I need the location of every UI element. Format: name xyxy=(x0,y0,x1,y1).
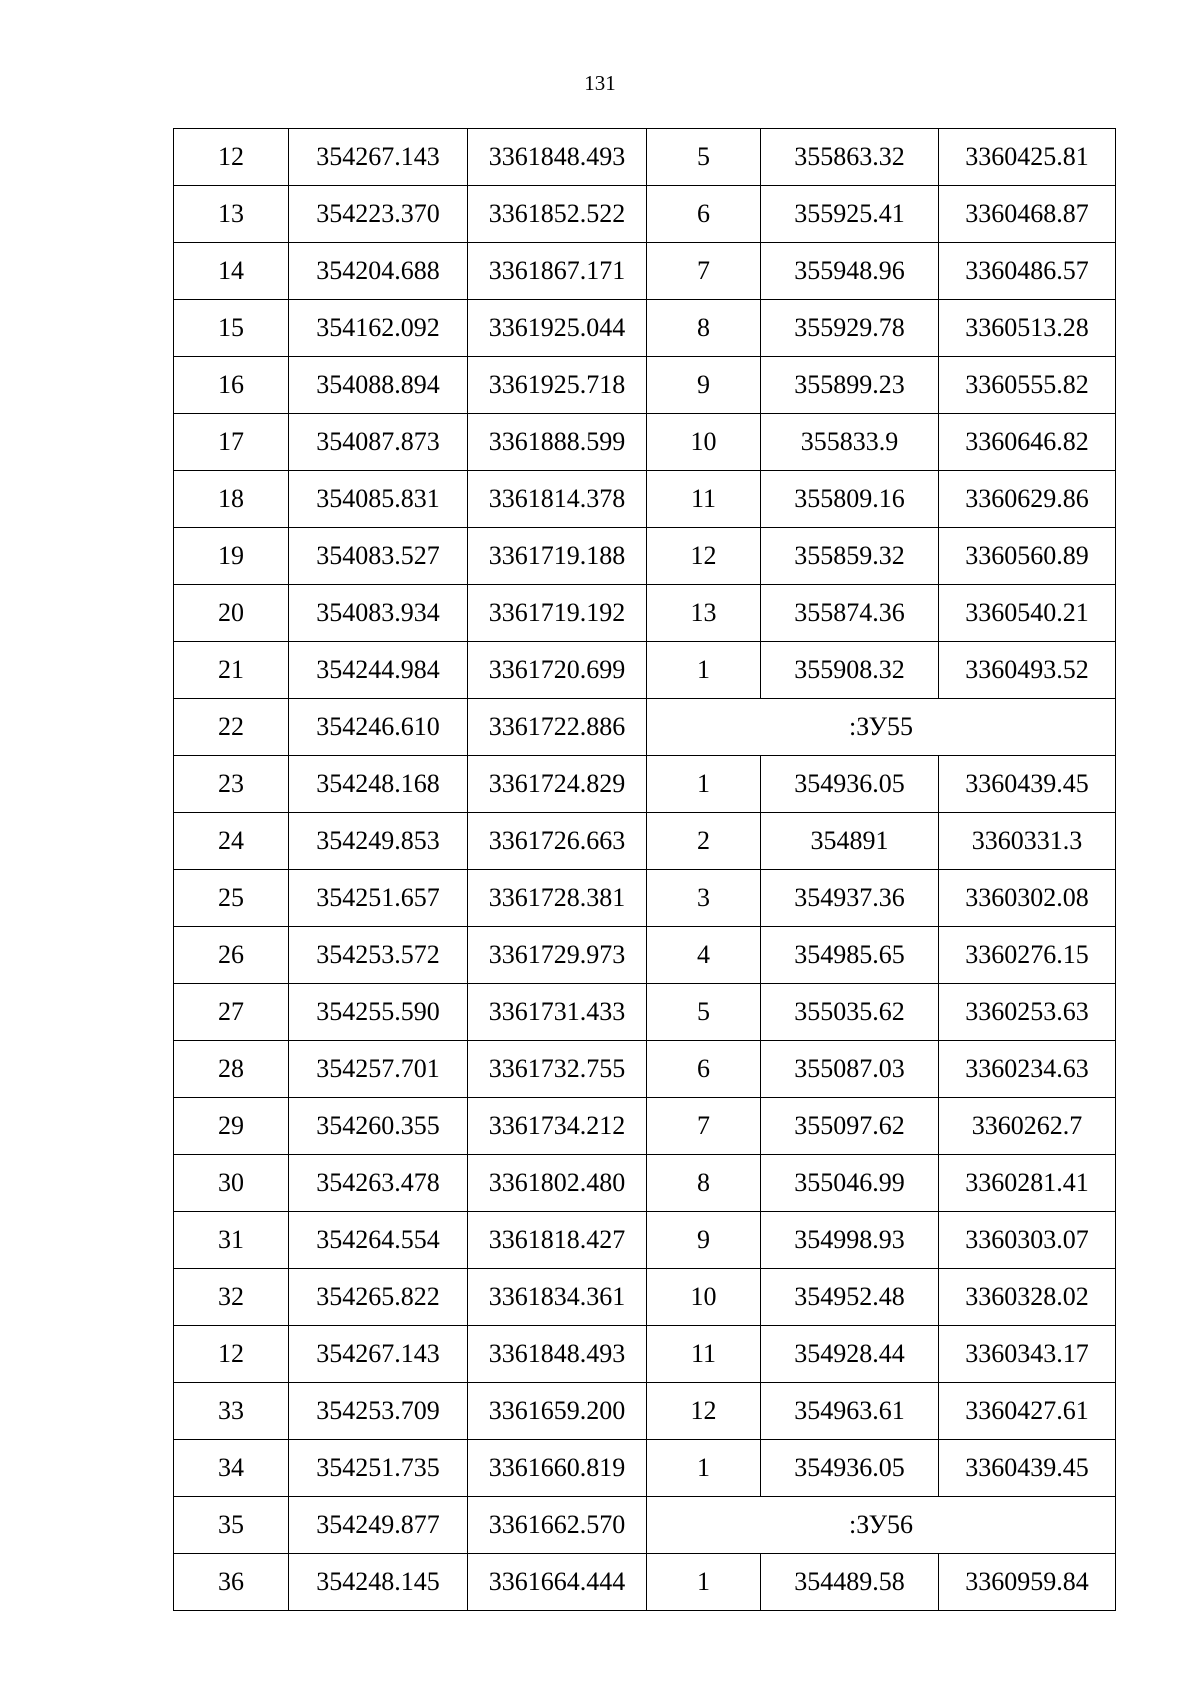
x-coordinate-cell: 355046.99 xyxy=(761,1155,939,1212)
x-coordinate-cell: 355809.16 xyxy=(761,471,939,528)
point-number-cell: 31 xyxy=(174,1212,289,1269)
x-coordinate-cell: 354255.590 xyxy=(289,984,468,1041)
x-coordinate-cell: 355899.23 xyxy=(761,357,939,414)
point-number-cell: 17 xyxy=(174,414,289,471)
x-coordinate-cell: 354936.05 xyxy=(761,756,939,813)
point-number-cell: 20 xyxy=(174,585,289,642)
x-coordinate-cell: 354248.168 xyxy=(289,756,468,813)
x-coordinate-cell: 354088.894 xyxy=(289,357,468,414)
table-row xyxy=(174,186,1116,243)
x-coordinate-cell: 354253.709 xyxy=(289,1383,468,1440)
point-number-cell: 23 xyxy=(174,756,289,813)
point-number-cell: 6 xyxy=(647,1041,761,1098)
y-coordinate-cell: 3360646.82 xyxy=(939,414,1116,471)
table-row xyxy=(174,300,1116,357)
table-row xyxy=(174,1098,1116,1155)
x-coordinate-cell: 354264.554 xyxy=(289,1212,468,1269)
table-row xyxy=(174,1326,1116,1383)
point-number-cell: 10 xyxy=(647,414,761,471)
x-coordinate-cell: 355035.62 xyxy=(761,984,939,1041)
y-coordinate-cell: 3361867.171 xyxy=(468,243,647,300)
x-coordinate-cell: 355087.03 xyxy=(761,1041,939,1098)
table-row xyxy=(174,471,1116,528)
point-number-cell: 36 xyxy=(174,1554,289,1611)
y-coordinate-cell: 3361818.427 xyxy=(468,1212,647,1269)
table-row xyxy=(174,414,1116,471)
point-number-cell: 5 xyxy=(647,129,761,186)
x-coordinate-cell: 354204.688 xyxy=(289,243,468,300)
point-number-cell: 22 xyxy=(174,699,289,756)
coordinates-table-body xyxy=(174,129,1116,1611)
y-coordinate-cell: 3360439.45 xyxy=(939,1440,1116,1497)
point-number-cell: 8 xyxy=(647,300,761,357)
y-coordinate-cell: 3361726.663 xyxy=(468,813,647,870)
y-coordinate-cell: 3360276.15 xyxy=(939,927,1116,984)
point-number-cell: 5 xyxy=(647,984,761,1041)
x-coordinate-cell: 354985.65 xyxy=(761,927,939,984)
y-coordinate-cell: 3360343.17 xyxy=(939,1326,1116,1383)
x-coordinate-cell: 354891 xyxy=(761,813,939,870)
y-coordinate-cell: 3361662.570 xyxy=(468,1497,647,1554)
point-number-cell: 2 xyxy=(647,813,761,870)
point-number-cell: 13 xyxy=(174,186,289,243)
x-coordinate-cell: 354251.735 xyxy=(289,1440,468,1497)
y-coordinate-cell: 3361731.433 xyxy=(468,984,647,1041)
y-coordinate-cell: 3361724.829 xyxy=(468,756,647,813)
table-row xyxy=(174,1383,1116,1440)
x-coordinate-cell: 354952.48 xyxy=(761,1269,939,1326)
y-coordinate-cell: 3360427.61 xyxy=(939,1383,1116,1440)
x-coordinate-cell: 354249.853 xyxy=(289,813,468,870)
y-coordinate-cell: 3361728.381 xyxy=(468,870,647,927)
table-row xyxy=(174,1554,1116,1611)
y-coordinate-cell: 3361729.973 xyxy=(468,927,647,984)
x-coordinate-cell: 354083.934 xyxy=(289,585,468,642)
y-coordinate-cell: 3360253.63 xyxy=(939,984,1116,1041)
y-coordinate-cell: 3360555.82 xyxy=(939,357,1116,414)
x-coordinate-cell: 354085.831 xyxy=(289,471,468,528)
table-row xyxy=(174,756,1116,813)
point-number-cell: 30 xyxy=(174,1155,289,1212)
table-row xyxy=(174,243,1116,300)
table-row xyxy=(174,1212,1116,1269)
point-number-cell: 6 xyxy=(647,186,761,243)
point-number-cell: 1 xyxy=(647,756,761,813)
x-coordinate-cell: 355874.36 xyxy=(761,585,939,642)
x-coordinate-cell: 354083.527 xyxy=(289,528,468,585)
point-number-cell: 12 xyxy=(174,1326,289,1383)
y-coordinate-cell: 3361732.755 xyxy=(468,1041,647,1098)
point-number-cell: 11 xyxy=(647,1326,761,1383)
x-coordinate-cell: 354244.984 xyxy=(289,642,468,699)
x-coordinate-cell: 355929.78 xyxy=(761,300,939,357)
section-label-cell: :ЗУ56 xyxy=(647,1497,1116,1554)
y-coordinate-cell: 3360262.7 xyxy=(939,1098,1116,1155)
y-coordinate-cell: 3360234.63 xyxy=(939,1041,1116,1098)
table-row xyxy=(174,642,1116,699)
point-number-cell: 3 xyxy=(647,870,761,927)
x-coordinate-cell: 354260.355 xyxy=(289,1098,468,1155)
x-coordinate-cell: 355859.32 xyxy=(761,528,939,585)
point-number-cell: 1 xyxy=(647,1554,761,1611)
x-coordinate-cell: 354937.36 xyxy=(761,870,939,927)
point-number-cell: 29 xyxy=(174,1098,289,1155)
x-coordinate-cell: 354267.143 xyxy=(289,1326,468,1383)
x-coordinate-cell: 354489.58 xyxy=(761,1554,939,1611)
x-coordinate-cell: 354249.877 xyxy=(289,1497,468,1554)
table-row xyxy=(174,1497,1116,1554)
point-number-cell: 33 xyxy=(174,1383,289,1440)
x-coordinate-cell: 354087.873 xyxy=(289,414,468,471)
y-coordinate-cell: 3361719.192 xyxy=(468,585,647,642)
x-coordinate-cell: 354162.092 xyxy=(289,300,468,357)
point-number-cell: 10 xyxy=(647,1269,761,1326)
point-number-cell: 12 xyxy=(174,129,289,186)
x-coordinate-cell: 354251.657 xyxy=(289,870,468,927)
y-coordinate-cell: 3361734.212 xyxy=(468,1098,647,1155)
y-coordinate-cell: 3360513.28 xyxy=(939,300,1116,357)
point-number-cell: 28 xyxy=(174,1041,289,1098)
x-coordinate-cell: 355833.9 xyxy=(761,414,939,471)
table-row xyxy=(174,585,1116,642)
x-coordinate-cell: 354223.370 xyxy=(289,186,468,243)
point-number-cell: 25 xyxy=(174,870,289,927)
point-number-cell: 32 xyxy=(174,1269,289,1326)
y-coordinate-cell: 3360281.41 xyxy=(939,1155,1116,1212)
y-coordinate-cell: 3361722.886 xyxy=(468,699,647,756)
y-coordinate-cell: 3361834.361 xyxy=(468,1269,647,1326)
table-row xyxy=(174,927,1116,984)
y-coordinate-cell: 3360629.86 xyxy=(939,471,1116,528)
point-number-cell: 26 xyxy=(174,927,289,984)
y-coordinate-cell: 3360328.02 xyxy=(939,1269,1116,1326)
y-coordinate-cell: 3361664.444 xyxy=(468,1554,647,1611)
x-coordinate-cell: 354248.145 xyxy=(289,1554,468,1611)
point-number-cell: 16 xyxy=(174,357,289,414)
point-number-cell: 15 xyxy=(174,300,289,357)
y-coordinate-cell: 3360439.45 xyxy=(939,756,1116,813)
table-row xyxy=(174,699,1116,756)
y-coordinate-cell: 3361852.522 xyxy=(468,186,647,243)
point-number-cell: 21 xyxy=(174,642,289,699)
table-row xyxy=(174,528,1116,585)
x-coordinate-cell: 355908.32 xyxy=(761,642,939,699)
table-row xyxy=(174,984,1116,1041)
point-number-cell: 34 xyxy=(174,1440,289,1497)
y-coordinate-cell: 3361925.718 xyxy=(468,357,647,414)
x-coordinate-cell: 355925.41 xyxy=(761,186,939,243)
x-coordinate-cell: 354963.61 xyxy=(761,1383,939,1440)
point-number-cell: 8 xyxy=(647,1155,761,1212)
y-coordinate-cell: 3361719.188 xyxy=(468,528,647,585)
y-coordinate-cell: 3360303.07 xyxy=(939,1212,1116,1269)
page-number: 131 xyxy=(584,71,616,95)
y-coordinate-cell: 3360540.21 xyxy=(939,585,1116,642)
table-row xyxy=(174,1041,1116,1098)
y-coordinate-cell: 3360331.3 xyxy=(939,813,1116,870)
y-coordinate-cell: 3360302.08 xyxy=(939,870,1116,927)
y-coordinate-cell: 3361802.480 xyxy=(468,1155,647,1212)
section-label-cell: :ЗУ55 xyxy=(647,699,1116,756)
y-coordinate-cell: 3361848.493 xyxy=(468,129,647,186)
x-coordinate-cell: 354246.610 xyxy=(289,699,468,756)
point-number-cell: 7 xyxy=(647,1098,761,1155)
y-coordinate-cell: 3361888.599 xyxy=(468,414,647,471)
point-number-cell: 11 xyxy=(647,471,761,528)
table-row xyxy=(174,813,1116,870)
y-coordinate-cell: 3360493.52 xyxy=(939,642,1116,699)
x-coordinate-cell: 355097.62 xyxy=(761,1098,939,1155)
y-coordinate-cell: 3361814.378 xyxy=(468,471,647,528)
x-coordinate-cell: 355948.96 xyxy=(761,243,939,300)
point-number-cell: 19 xyxy=(174,528,289,585)
y-coordinate-cell: 3360468.87 xyxy=(939,186,1116,243)
table-row xyxy=(174,357,1116,414)
point-number-cell: 13 xyxy=(647,585,761,642)
y-coordinate-cell: 3360425.81 xyxy=(939,129,1116,186)
x-coordinate-cell: 354267.143 xyxy=(289,129,468,186)
x-coordinate-cell: 354936.05 xyxy=(761,1440,939,1497)
x-coordinate-cell: 354998.93 xyxy=(761,1212,939,1269)
x-coordinate-cell: 354928.44 xyxy=(761,1326,939,1383)
point-number-cell: 27 xyxy=(174,984,289,1041)
y-coordinate-cell: 3360959.84 xyxy=(939,1554,1116,1611)
coordinates-table xyxy=(173,128,1116,1611)
point-number-cell: 14 xyxy=(174,243,289,300)
table-row xyxy=(174,1440,1116,1497)
point-number-cell: 18 xyxy=(174,471,289,528)
x-coordinate-cell: 355863.32 xyxy=(761,129,939,186)
y-coordinate-cell: 3360486.57 xyxy=(939,243,1116,300)
y-coordinate-cell: 3360560.89 xyxy=(939,528,1116,585)
point-number-cell: 12 xyxy=(647,1383,761,1440)
x-coordinate-cell: 354253.572 xyxy=(289,927,468,984)
table-row xyxy=(174,129,1116,186)
table-row xyxy=(174,870,1116,927)
point-number-cell: 4 xyxy=(647,927,761,984)
y-coordinate-cell: 3361660.819 xyxy=(468,1440,647,1497)
table-row xyxy=(174,1155,1116,1212)
y-coordinate-cell: 3361925.044 xyxy=(468,300,647,357)
point-number-cell: 9 xyxy=(647,357,761,414)
x-coordinate-cell: 354263.478 xyxy=(289,1155,468,1212)
point-number-cell: 24 xyxy=(174,813,289,870)
point-number-cell: 1 xyxy=(647,642,761,699)
point-number-cell: 12 xyxy=(647,528,761,585)
y-coordinate-cell: 3361659.200 xyxy=(468,1383,647,1440)
x-coordinate-cell: 354257.701 xyxy=(289,1041,468,1098)
y-coordinate-cell: 3361720.699 xyxy=(468,642,647,699)
point-number-cell: 9 xyxy=(647,1212,761,1269)
point-number-cell: 35 xyxy=(174,1497,289,1554)
point-number-cell: 1 xyxy=(647,1440,761,1497)
point-number-cell: 7 xyxy=(647,243,761,300)
table-row xyxy=(174,1269,1116,1326)
x-coordinate-cell: 354265.822 xyxy=(289,1269,468,1326)
y-coordinate-cell: 3361848.493 xyxy=(468,1326,647,1383)
